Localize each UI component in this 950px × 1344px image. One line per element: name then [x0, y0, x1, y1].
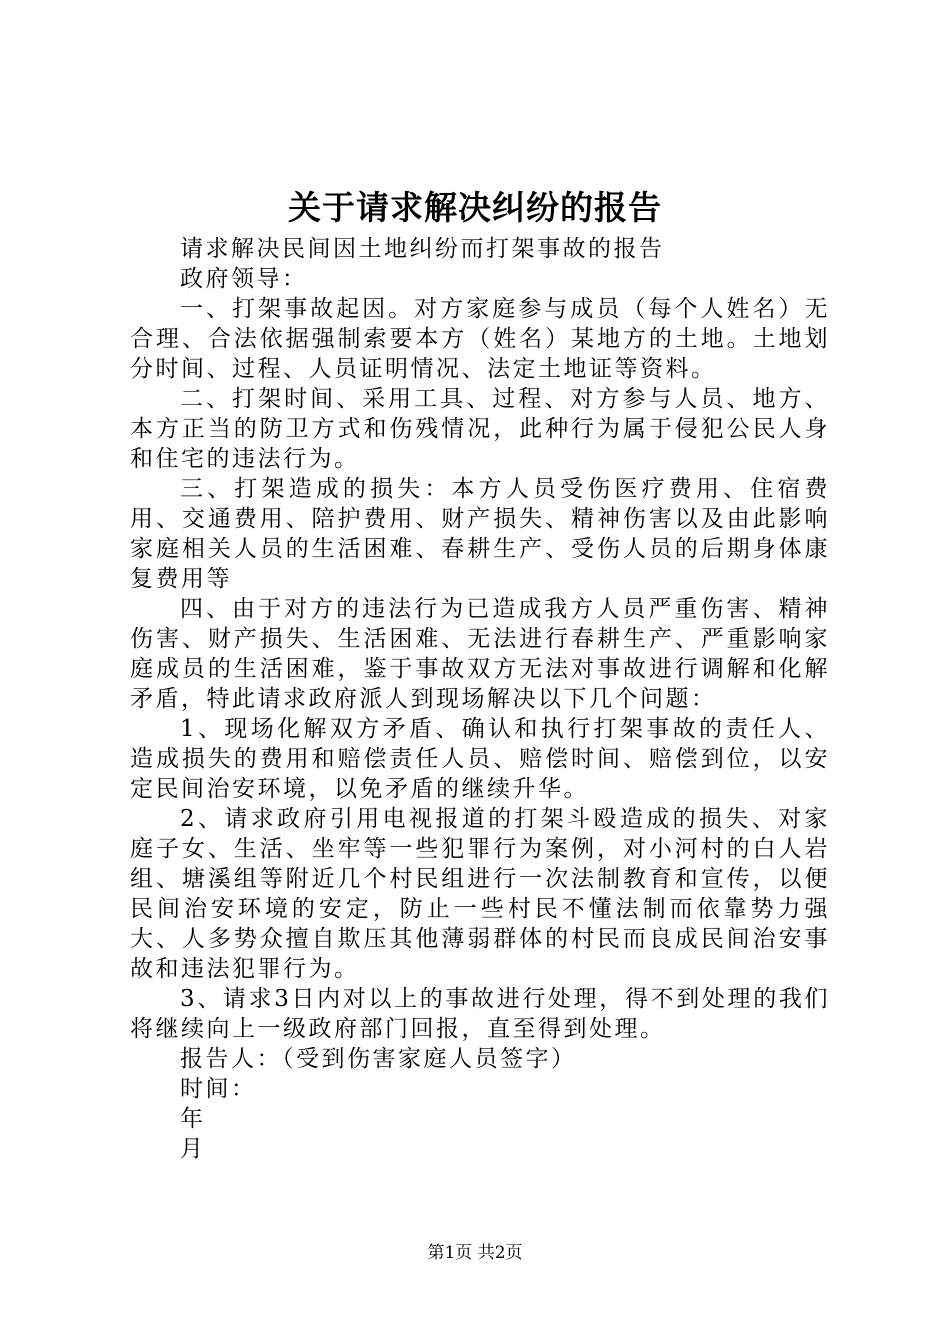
paragraph-4: 四、由于对方的违法行为已造成我方人员严重伤害、精神伤害、财产损失、生活困难、无法进行春耕生产、严重影响家庭成员的生活困难，鉴于事故双方无法对事故进行调解和化解矛盾，特此请求政府派人到现场解决以下几个问题：: [130, 596, 830, 712]
document-body: [130, 234, 830, 1164]
signature-line: 报告人：（受到伤害家庭人员签字）: [180, 1046, 577, 1072]
month-label: 月: [180, 1136, 206, 1162]
page-footer: 第1页 共2页: [427, 1243, 523, 1263]
time-label: 时间：: [180, 1076, 257, 1102]
request-item-3: 3、请求3日内对以上的事故进行处理，得不到处理的我们将继续向上一级政府部门回报，直至得到处理。: [130, 986, 830, 1042]
paragraph-2: 二、打架时间、采用工具、过程、对方参与人员、地方、本方正当的防卫方式和伤残情况，此种行为属于侵犯公民人身和住宅的违法行为。: [130, 386, 830, 472]
salutation: 政府领导：: [180, 266, 308, 292]
subtitle: 请求解决民间因土地纠纷而打架事故的报告: [180, 236, 665, 262]
paragraph-1: 一、打架事故起因。对方家庭参与成员（每个人姓名）无合理、合法依据强制索要本方（姓名）某地方的土地。土地划分时间、过程、人员证明情况、法定土地证等资料。: [130, 296, 830, 382]
document-title: 关于请求解决纠纷的报告: [288, 188, 662, 227]
request-item-1: 1、现场化解双方矛盾、确认和执行打架事故的责任人、造成损失的费用和赔偿责任人员、赔偿时间、赔偿到位，以安定民间治安环境，以免矛盾的继续升华。: [130, 716, 830, 802]
year-label: 年: [180, 1106, 206, 1132]
request-item-2: 2、请求政府引用电视报道的打架斗殴造成的损失、对家庭子女、生活、坐牢等一些犯罪行为案例，对小河村的白人岩组、塘溪组等附近几个村民组进行一次法制教育和宣传，以便民间治安环境的安定，防止一些村民不懂法制而依靠势力强大、人多势众擅自欺压其他薄弱群体的村民而良成民间治安事故和违法犯罪行为。: [130, 806, 830, 982]
paragraph-3: 三、打架造成的损失：本方人员受伤医疗费用、住宿费用、交通费用、陪护费用、财产损失、精神伤害以及由此影响家庭相关人员的生活困难、春耕生产、受伤人员的后期身体康复费用等: [130, 476, 830, 592]
